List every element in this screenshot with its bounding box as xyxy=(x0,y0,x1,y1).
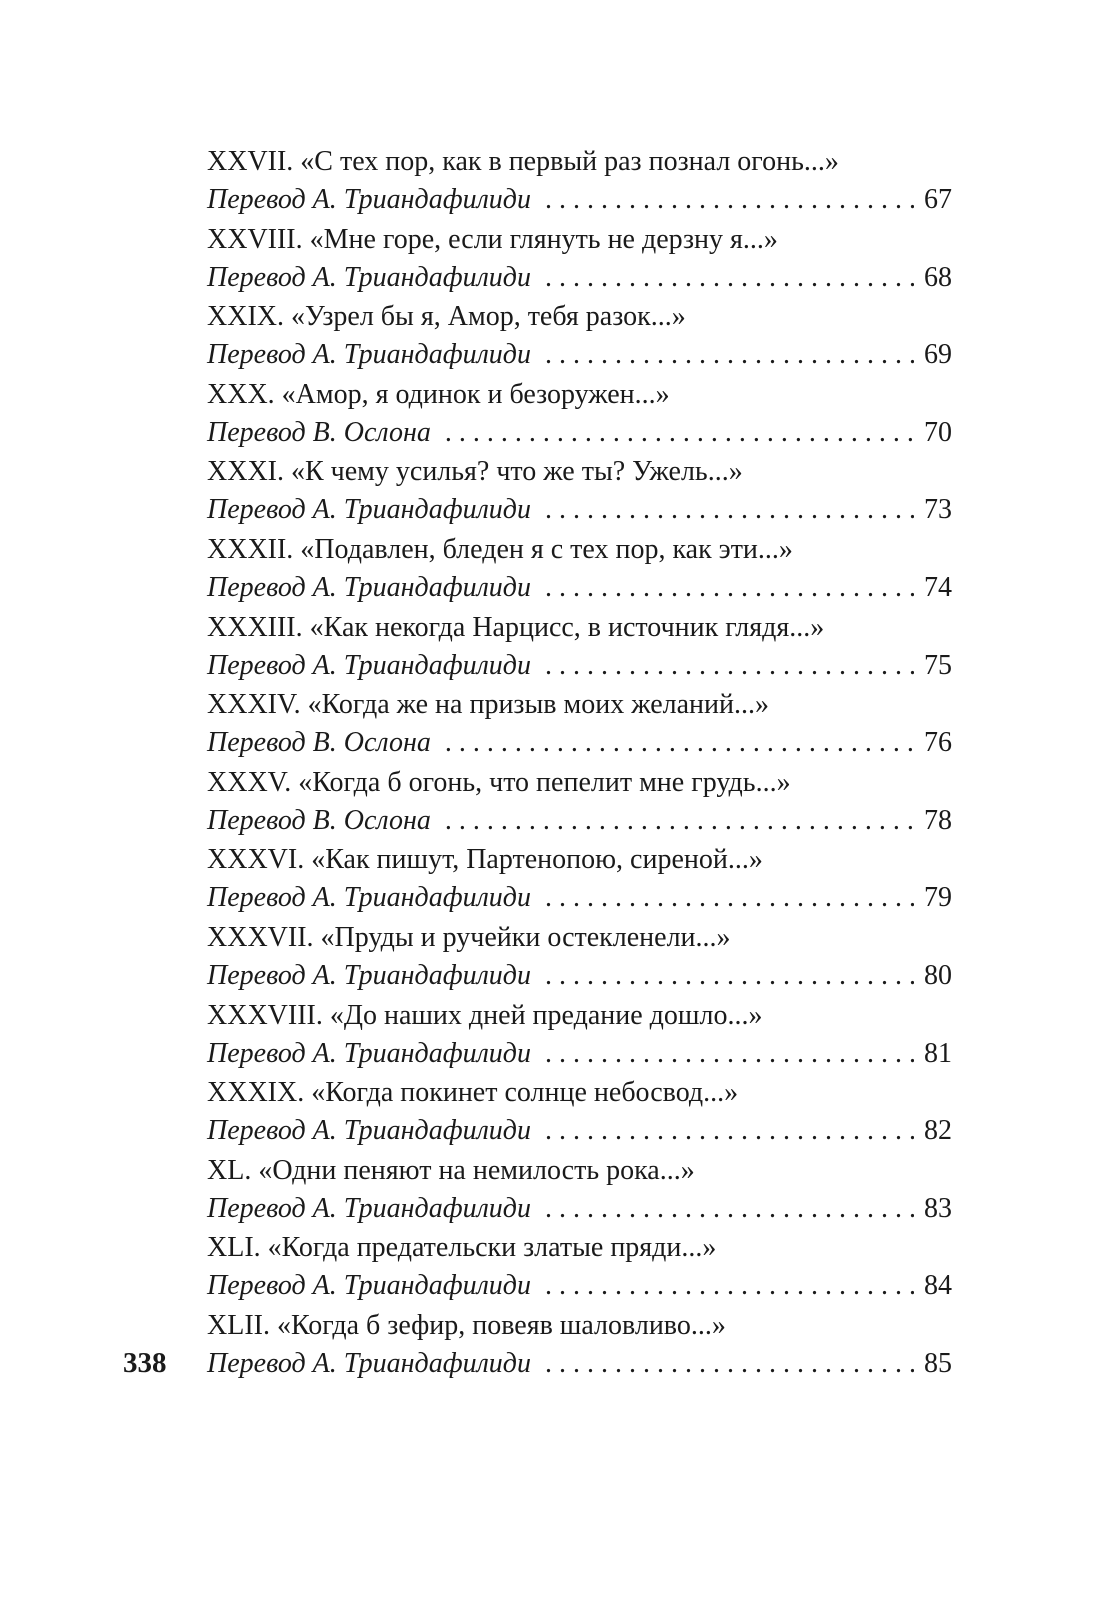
entry-translator-line xyxy=(207,1035,952,1073)
entry-page-number: 81 xyxy=(924,1037,952,1069)
dot-leader xyxy=(545,181,914,219)
entry-page-number: 69 xyxy=(924,339,952,371)
entry-page-number: 67 xyxy=(924,184,952,215)
entry-title: XXXIX. «Когда покинет солнце небосвод...» xyxy=(207,1077,739,1109)
entry-page-number: 75 xyxy=(924,649,952,681)
entry-page-number: 85 xyxy=(924,1347,952,1379)
dot-leader xyxy=(545,1035,914,1073)
entry-translator: Перевод А. Триандафилиди xyxy=(207,261,531,293)
entry-translator: Перевод А. Триандафилиди xyxy=(207,1270,531,1302)
entry-translator: Перевод А. Триандафилиди xyxy=(207,1037,531,1069)
toc-entry xyxy=(207,764,952,842)
entry-translator-line xyxy=(207,181,952,219)
entry-page-number: 79 xyxy=(924,882,952,914)
entry-title: XLII. «Когда б зефир, повеяв шаловливо...» xyxy=(207,1309,726,1341)
entry-page-number: 82 xyxy=(924,1115,952,1147)
entry-title: XXX. «Амор, я одинок и безоружен...» xyxy=(207,378,670,410)
toc-entry xyxy=(207,609,952,687)
entry-page-number: 78 xyxy=(924,804,952,836)
entry-translator-line xyxy=(207,957,952,995)
page-folio-number: 338 xyxy=(123,1347,167,1379)
dot-leader xyxy=(545,1190,914,1228)
toc-entry xyxy=(207,221,952,299)
entry-title: XXXVIII. «До наших дней предание дошло...» xyxy=(207,999,763,1031)
entry-translator: Перевод А. Триандафилиди xyxy=(207,494,531,526)
entry-page-number: 70 xyxy=(924,416,952,448)
dot-leader xyxy=(545,491,914,529)
entry-title: XXIX. «Узрел бы я, Амор, тебя разок...» xyxy=(207,301,686,333)
entry-page-number: 84 xyxy=(924,1270,952,1302)
dot-leader xyxy=(545,336,914,374)
entry-title: XXXIV. «Когда же на призыв моих желаний...» xyxy=(207,689,769,721)
entry-translator-line xyxy=(207,1112,952,1150)
toc-entry xyxy=(207,1307,952,1385)
entry-title: XXXVII. «Пруды и ручейки остекленели...» xyxy=(207,921,731,953)
entry-translator-line xyxy=(207,1190,952,1228)
entry-translator-line xyxy=(207,336,952,374)
entry-translator: Перевод В. Ослона xyxy=(207,727,431,759)
entry-title: XXVII. «С тех пор, как в первый раз познал огонь...» xyxy=(207,146,839,177)
toc-entry xyxy=(207,919,952,997)
toc-entry xyxy=(207,143,952,221)
dot-leader xyxy=(545,957,914,995)
entry-translator-line xyxy=(207,879,952,917)
entry-title: XXXVI. «Как пишут, Партенопою, сиреной...» xyxy=(207,844,763,876)
dot-leader xyxy=(545,259,914,297)
toc-entry xyxy=(207,1229,952,1307)
entry-page-number: 76 xyxy=(924,727,952,759)
dot-leader xyxy=(545,879,914,917)
entry-translator: Перевод А. Триандафилиди xyxy=(207,882,531,914)
entry-translator-line xyxy=(207,569,952,607)
entry-translator-line xyxy=(207,724,952,762)
entry-translator: Перевод А. Триандафилиди xyxy=(207,1347,531,1379)
entry-title: XXVIII. «Мне горе, если глянуть не дерзну я...» xyxy=(207,223,778,255)
toc-entry xyxy=(207,686,952,764)
entry-translator-line xyxy=(207,647,952,685)
entry-translator-line xyxy=(207,802,952,840)
entry-title: XLI. «Когда предательски златые пряди...» xyxy=(207,1232,717,1264)
entry-translator: Перевод А. Триандафилиди xyxy=(207,649,531,681)
entry-translator: Перевод А. Триандафилиди xyxy=(207,959,531,991)
dot-leader xyxy=(545,1112,914,1150)
entry-page-number: 74 xyxy=(924,571,952,603)
entry-page-number: 80 xyxy=(924,959,952,991)
table-of-contents xyxy=(207,143,952,1385)
entry-page-number: 68 xyxy=(924,261,952,293)
entry-translator: Перевод А. Триандафилиди xyxy=(207,184,531,215)
toc-entry xyxy=(207,1074,952,1152)
dot-leader xyxy=(545,1267,914,1305)
dot-leader xyxy=(545,569,914,607)
entry-translator-line xyxy=(207,414,952,452)
toc-entry xyxy=(207,997,952,1075)
entry-title: XXXIII. «Как некогда Нарцисс, в источник глядя...» xyxy=(207,611,825,643)
dot-leader xyxy=(545,647,914,685)
toc-entry xyxy=(207,453,952,531)
entry-page-number: 73 xyxy=(924,494,952,526)
toc-entry xyxy=(207,1152,952,1230)
entry-title: XXXII. «Подавлен, бледен я с тех пор, как эти...» xyxy=(207,533,793,565)
dot-leader xyxy=(445,724,914,762)
entry-translator: Перевод В. Ослона xyxy=(207,416,431,448)
entry-translator-line xyxy=(207,1267,952,1305)
entry-title: XXXV. «Когда б огонь, что пепелит мне грудь...» xyxy=(207,766,791,798)
toc-entry xyxy=(207,376,952,454)
entry-translator: Перевод В. Ослона xyxy=(207,804,431,836)
entry-translator-line xyxy=(207,1345,952,1383)
entry-title: XXXI. «К чему усилья? что же ты? Ужель...» xyxy=(207,456,743,488)
entry-translator: Перевод А. Триандафилиди xyxy=(207,571,531,603)
dot-leader xyxy=(445,802,914,840)
entry-translator: Перевод А. Триандафилиди xyxy=(207,339,531,371)
entry-page-number: 83 xyxy=(924,1192,952,1224)
dot-leader xyxy=(545,1345,914,1383)
entry-translator-line xyxy=(207,259,952,297)
entry-translator: Перевод А. Триандафилиди xyxy=(207,1115,531,1147)
toc-entry xyxy=(207,531,952,609)
toc-entry xyxy=(207,298,952,376)
entry-translator: Перевод А. Триандафилиди xyxy=(207,1192,531,1224)
toc-entry xyxy=(207,841,952,919)
dot-leader xyxy=(445,414,914,452)
entry-translator-line xyxy=(207,491,952,529)
entry-title: XL. «Одни пеняют на немилость рока...» xyxy=(207,1154,695,1186)
